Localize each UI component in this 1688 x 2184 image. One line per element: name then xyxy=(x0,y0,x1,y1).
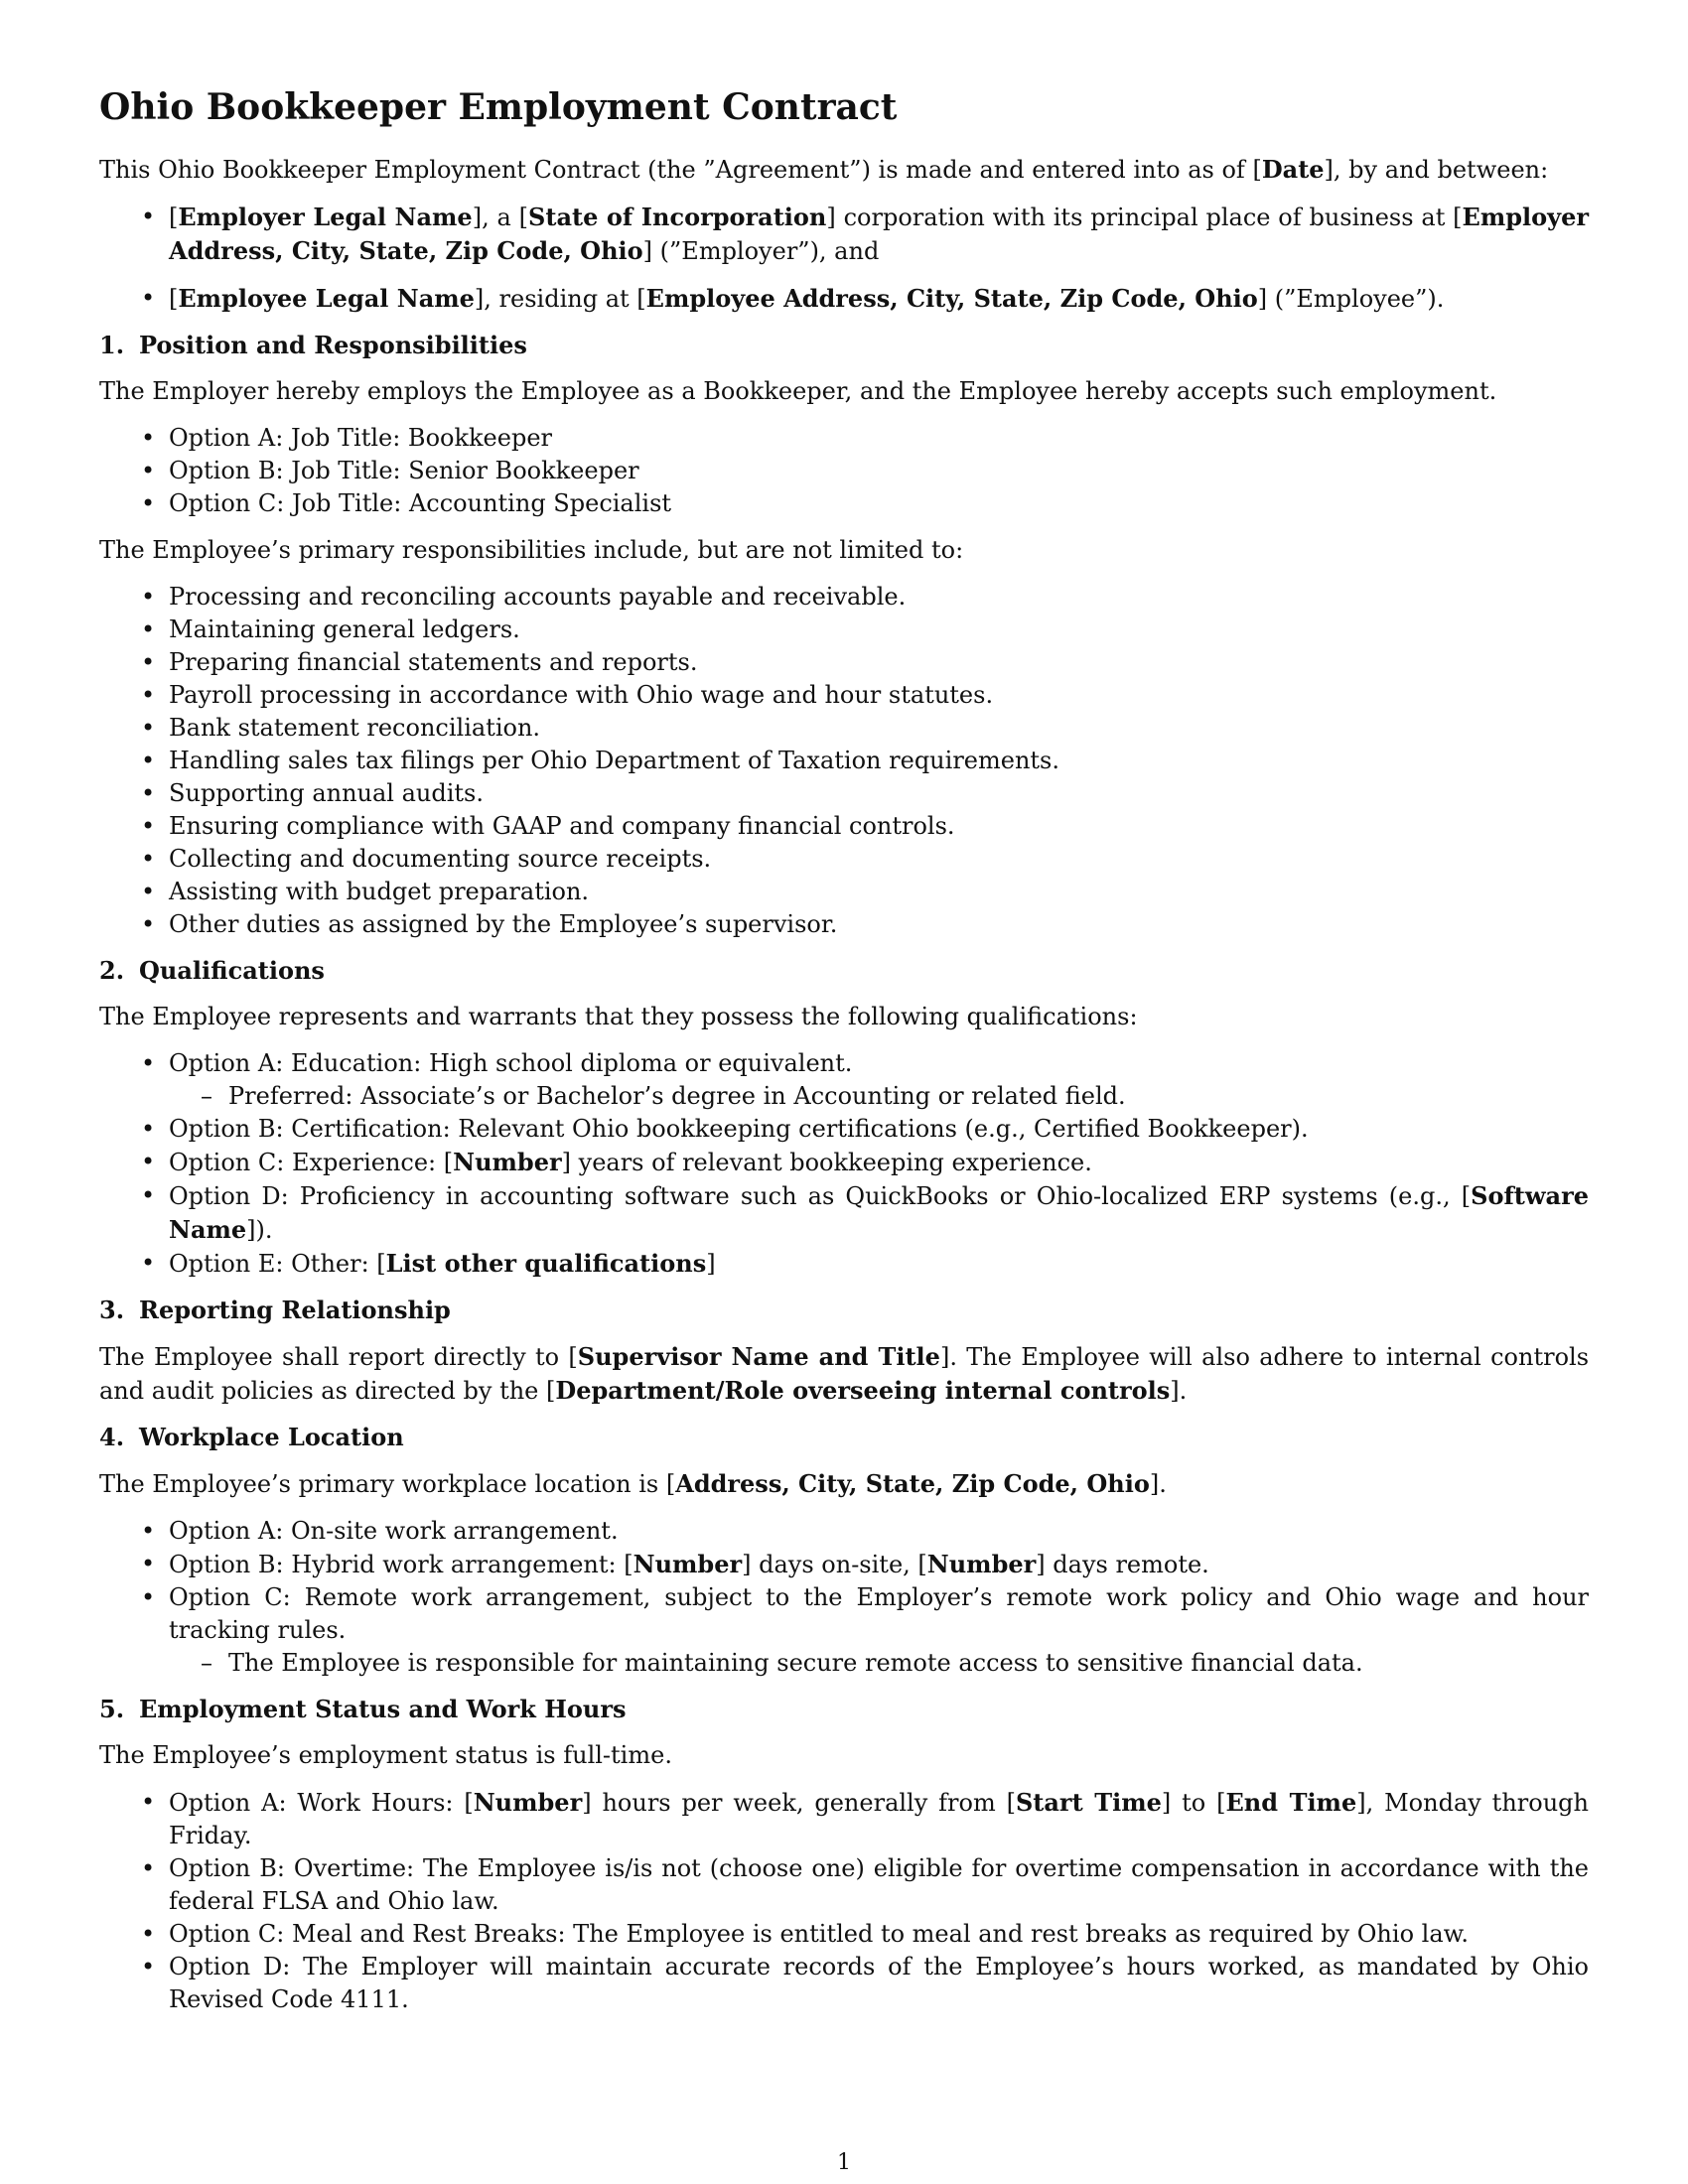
duties-list xyxy=(99,581,1589,941)
list-item: • Handling sales tax filings per Ohio Department of Taxation requirements. xyxy=(99,745,1589,777)
list-item: • Option A: On-site work arrangement. xyxy=(99,1515,1589,1548)
section-heading: 2. Qualifications xyxy=(99,956,325,985)
list-item: • Option A: Work Hours: [Number] hours per week, generally from [Start Time] to [End Time], Monday through Friday. xyxy=(99,1786,1589,1852)
list-item: • Ensuring compliance with GAAP and company financial controls. xyxy=(99,810,1589,843)
list-item: • Processing and reconciling accounts payable and receivable. xyxy=(99,581,1589,614)
list-item: • Option B: Job Title: Senior Bookkeeper xyxy=(99,455,1589,487)
list-item: • Option B: Hybrid work arrangement: [Number] days on-site, [Number] days remote. xyxy=(99,1548,1589,1581)
list-item: • Bank statement reconciliation. xyxy=(99,712,1589,745)
sub-list xyxy=(169,1080,1589,1113)
qualifications-list xyxy=(99,1047,1589,1281)
list-item: • Option C: Remote work arrangement, subject to the Employer’s remote work policy and Ohio wage and hour tracking rules. – The Employee is responsible for maintaining secure remote access to sensitive financial data. xyxy=(99,1581,1589,1680)
list-item: • Option B: Overtime: The Employee is/is not (choose one) eligible for overtime compensation in accordance with the federal FLSA and Ohio law. xyxy=(99,1852,1589,1918)
list-item: • Option A: Job Title: Bookkeeper xyxy=(99,422,1589,455)
section-heading: 1. Position and Responsibilities xyxy=(99,331,527,359)
list-item: • Option D: Proficiency in accounting software such as QuickBooks or Ohio-localized ERP systems (e.g., [Software Name]). xyxy=(99,1179,1589,1247)
work-hours-options xyxy=(99,1786,1589,2016)
list-item: • Option D: The Employer will maintain accurate records of the Employee’s hours worked, as mandated by Ohio Revised Code 4111. xyxy=(99,1951,1589,2016)
list-item: • Payroll processing in accordance with Ohio wage and hour statutes. xyxy=(99,679,1589,712)
list-item: • Other duties as assigned by the Employee’s supervisor. xyxy=(99,908,1589,941)
list-item: • Option C: Meal and Rest Breaks: The Employee is entitled to meal and rest breaks as required by Ohio law. xyxy=(99,1918,1589,1951)
list-item: • Option E: Other: [List other qualifications] xyxy=(99,1247,1589,1281)
list-item: • Option A: Education: High school diploma or equivalent. – Preferred: Associate’s or Bachelor’s degree in Accounting or related field. xyxy=(99,1047,1589,1113)
section-paragraph: The Employer hereby employs the Employee as a Bookkeeper, and the Employee hereby accepts such employment. xyxy=(99,377,1497,405)
page-number: 1 xyxy=(837,2150,851,2175)
sub-list xyxy=(169,1647,1589,1680)
section-heading: 3. Reporting Relationship xyxy=(99,1296,451,1324)
section-paragraph: The Employee’s employment status is full-time. xyxy=(99,1741,672,1769)
work-arrangement-options xyxy=(99,1515,1589,1680)
section-heading: 4. Workplace Location xyxy=(99,1423,404,1451)
job-title-options xyxy=(99,422,1589,520)
parties-list xyxy=(99,201,1589,316)
list-item: • Option B: Certification: Relevant Ohio bookkeeping certifications (e.g., Certified Bookkeeper). xyxy=(99,1113,1589,1146)
section-paragraph: The Employee represents and warrants that they possess the following qualifications: xyxy=(99,1003,1138,1030)
contract-page xyxy=(99,85,1589,2030)
section-paragraph: The Employee shall report directly to [Supervisor Name and Title]. The Employee will also adhere to internal controls and audit policies as directed by the [Department/Role overseeing internal controls]. xyxy=(99,1342,1590,1405)
section-paragraph: The Employee’s primary responsibilities include, but are not limited to: xyxy=(99,536,964,564)
list-item: • Option C: Experience: [Number] years of relevant bookkeeping experience. xyxy=(99,1146,1589,1179)
list-item: • Collecting and documenting source receipts. xyxy=(99,843,1589,876)
list-item: • Maintaining general ledgers. xyxy=(99,614,1589,646)
document-title: Ohio Bookkeeper Employment Contract xyxy=(99,86,898,128)
list-item: • Option C: Job Title: Accounting Specialist xyxy=(99,487,1589,520)
list-item: • Supporting annual audits. xyxy=(99,777,1589,810)
sub-list-item: – Preferred: Associate’s or Bachelor’s degree in Accounting or related field. xyxy=(169,1080,1589,1113)
sub-list-item: – The Employee is responsible for maintaining secure remote access to sensitive financial data. xyxy=(169,1647,1589,1680)
list-item: • Assisting with budget preparation. xyxy=(99,876,1589,908)
section-paragraph: The Employee’s primary workplace location is [Address, City, State, Zip Code, Ohio]. xyxy=(99,1469,1167,1498)
intro-paragraph: This Ohio Bookkeeper Employment Contract (the ”Agreement”) is made and entered into as of [Date], by and between: xyxy=(99,155,1549,184)
section-heading: 5. Employment Status and Work Hours xyxy=(99,1695,627,1723)
party-employer: • [Employer Legal Name], a [State of Incorporation] corporation with its principal place of business at [Employer Address, City, State, Zip Code, Ohio] (”Employer”), and xyxy=(99,201,1589,268)
list-item: • Preparing financial statements and reports. xyxy=(99,646,1589,679)
party-employee: • [Employee Legal Name], residing at [Employee Address, City, State, Zip Code, Ohio] (”Employee”). xyxy=(99,282,1589,316)
